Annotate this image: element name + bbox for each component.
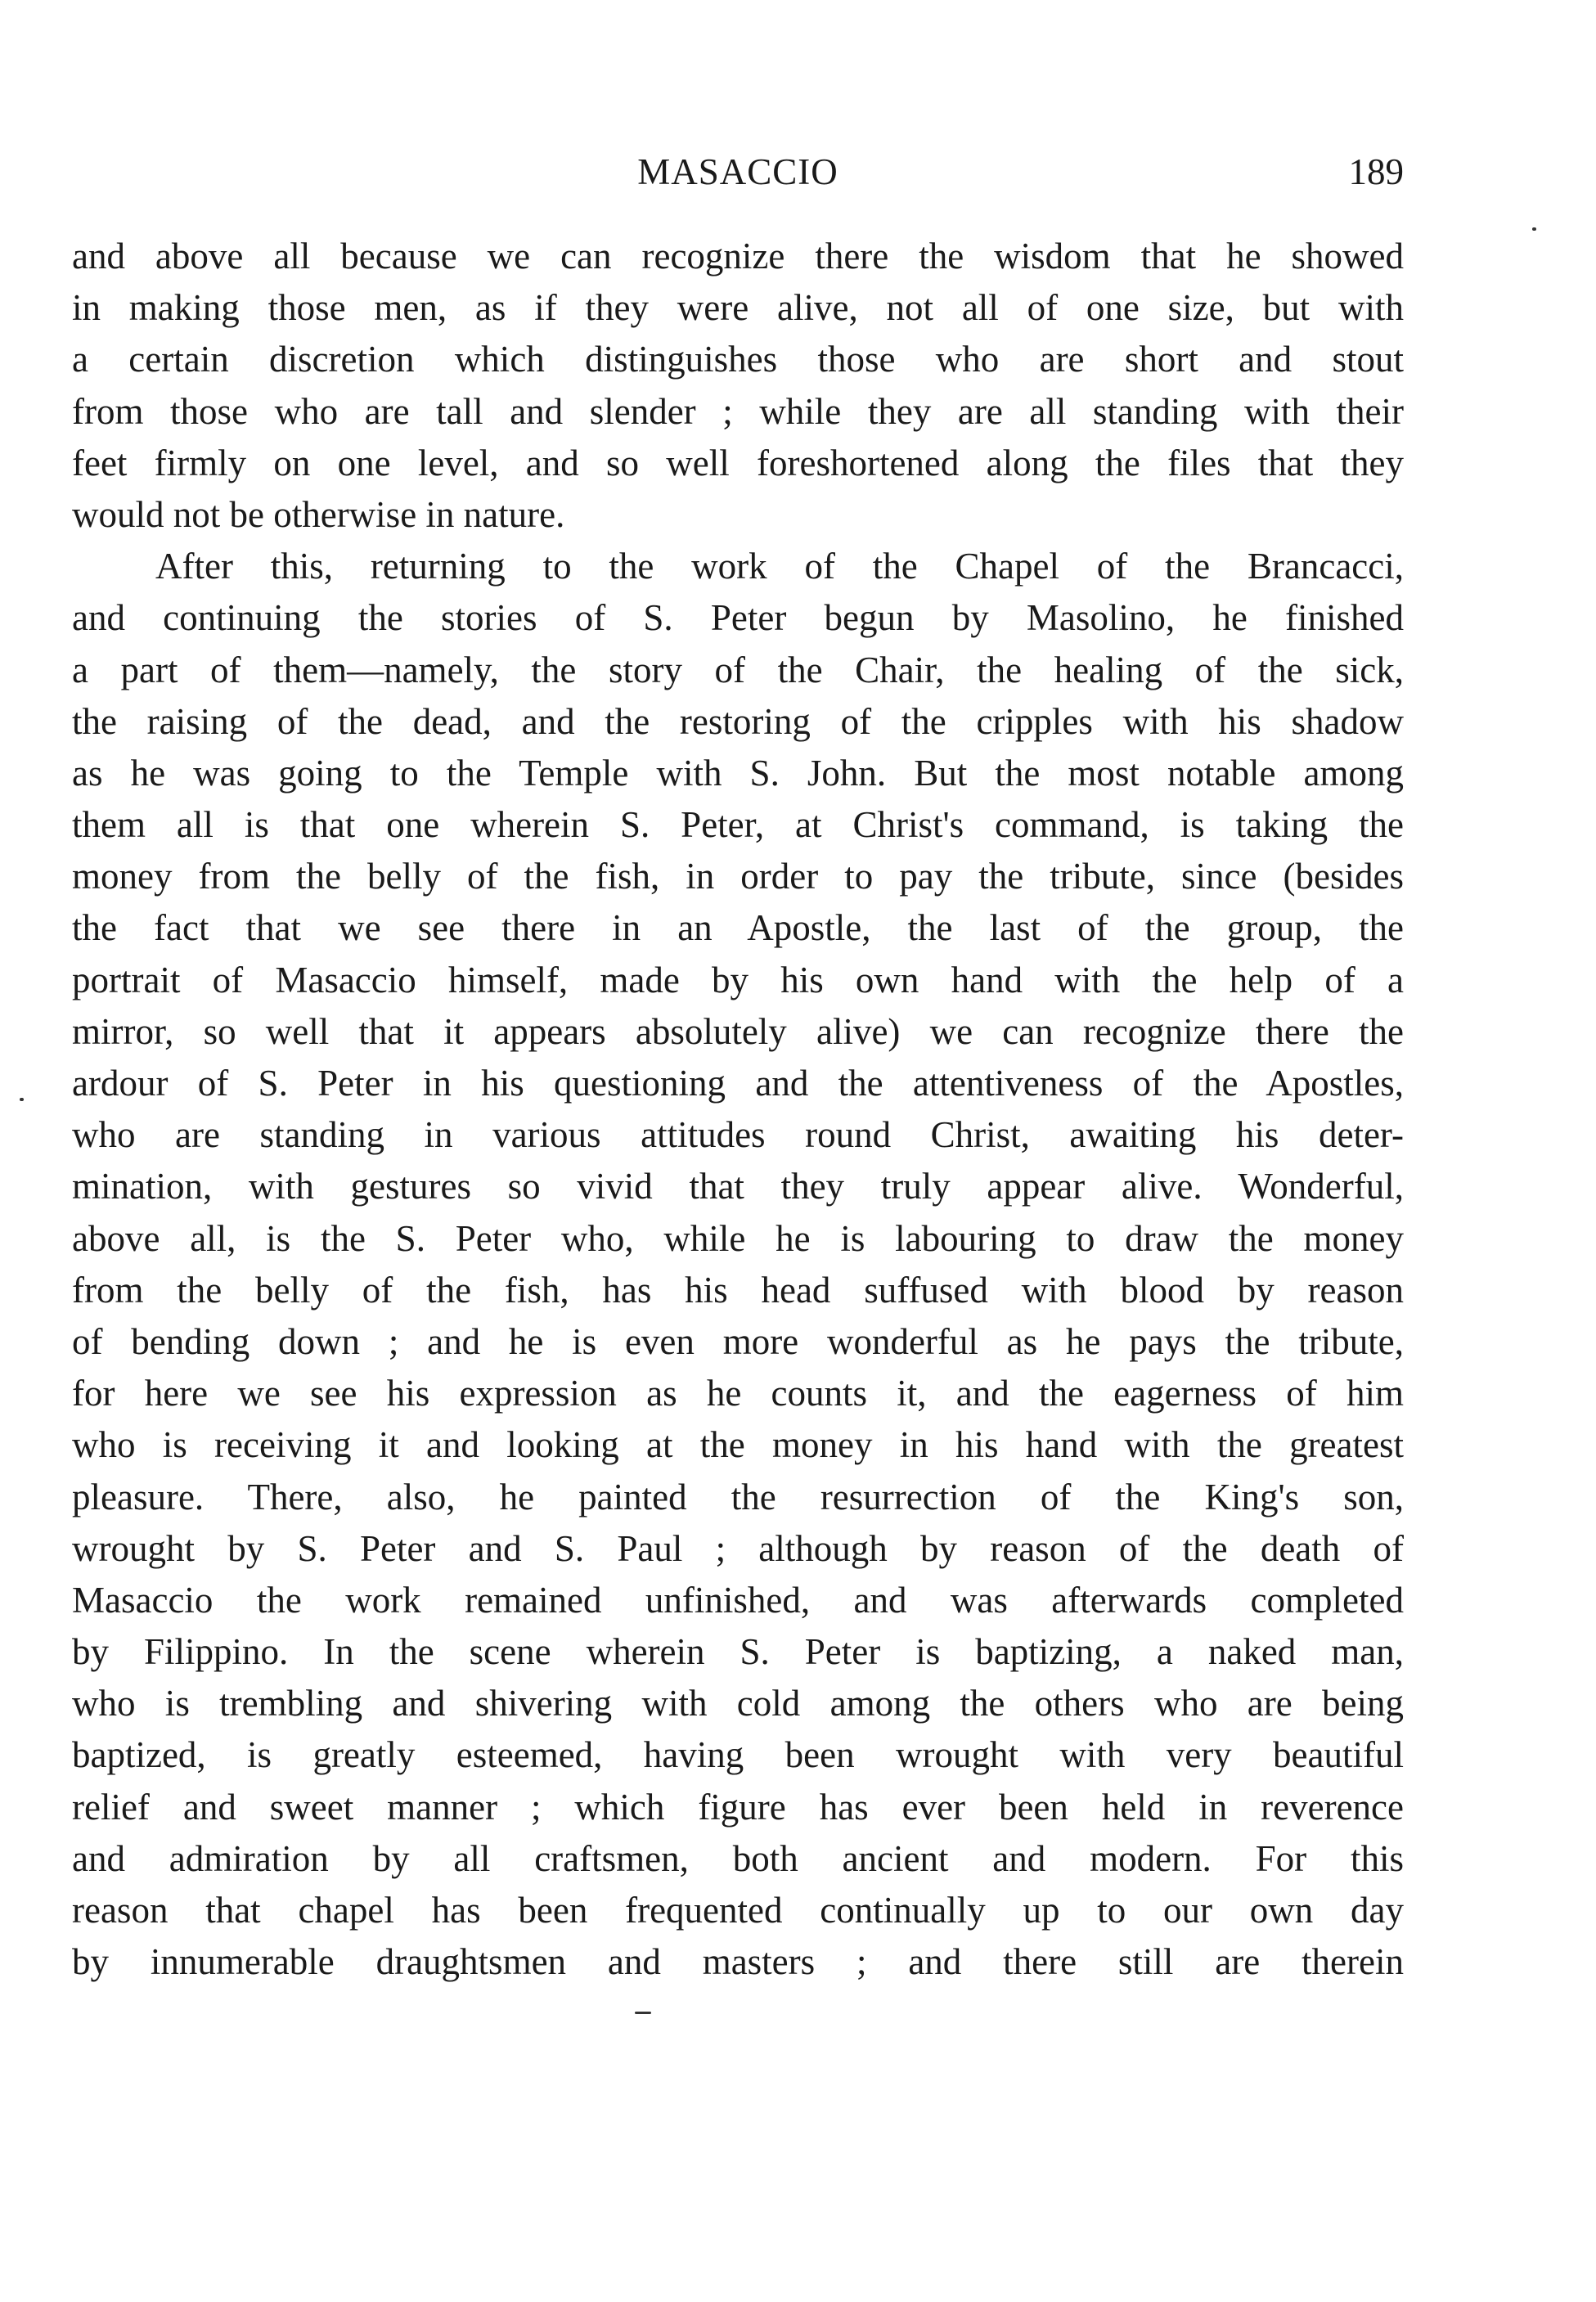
running-title: MASACCIO [637,151,838,192]
text-line: reason that chapel has been frequented continually up to our own day [72,1890,1404,1931]
running-head [72,147,1404,196]
text-line: a certain discretion which distinguishes those who are short and stout [72,339,1404,380]
text-line: portrait of Masaccio himself, made by his own hand with the help of a [72,959,1404,1000]
text-line: and admiration by all craftsmen, both ancient and modern. For this [72,1837,1404,1879]
text-line: of bending down ; and he is even more wonderful as he pays the tribute, [72,1320,1404,1362]
text-line: from the belly of the fish, has his head suffused with blood by reason [72,1269,1404,1311]
text-line: wrought by S. Peter and S. Paul ; although by reason of the death of [72,1527,1404,1569]
text-line: who is receiving it and looking at the money in his hand with the greatest [72,1424,1404,1466]
text-line: Masaccio the work remained unfinished, and was afterwards completed [72,1579,1404,1621]
text-line: baptized, is greatly esteemed, having been wrought with very beautiful [72,1734,1404,1776]
text-line: pleasure. There, also, he painted the resurrection of the King's son, [72,1476,1404,1517]
text-line: and continuing the stories of S. Peter begun by Masolino, he finished [72,597,1404,639]
ink-speck [20,1098,24,1101]
text-line: by innumerable draughtsmen and masters ; and there still are therein [72,1941,1404,1983]
text-line: After this, returning to the work of the Chapel of the Brancacci, [155,546,1404,587]
text-line: as he was going to the Temple with S. John. But the most notable among [72,752,1404,794]
text-line: the fact that we see there in an Apostle, the last of the group, the [72,907,1404,949]
text-line: relief and sweet manner ; which figure has ever been held in reverence [72,1786,1404,1828]
text-line: in making those men, as if they were alive, not all of one size, but with [72,287,1404,329]
text-line: money from the belly of the fish, in order to pay the tribute, since (besides [72,856,1404,897]
text-line: ardour of S. Peter in his questioning and the attentiveness of the Apostles, [72,1063,1404,1104]
text-line: feet firmly on one level, and so well foreshortened along the files that they [72,442,1404,483]
text-line: and above all because we can recognize there the wisdom that he showed [72,236,1404,277]
text-line: from those who are tall and slender ; while they are all standing with their [72,390,1404,432]
ink-speck [635,2012,651,2014]
text-line: mination, with gestures so vivid that they truly appear alive. Wonderful, [72,1166,1404,1207]
ink-speck [1532,227,1536,231]
text-line: would not be otherwise in nature. [72,493,565,535]
text-line: who is trembling and shivering with cold among the others who are being [72,1683,1404,1724]
text-line: them all is that one wherein S. Peter, at Christ's command, is taking the [72,804,1404,846]
text-line: who are standing in various attitudes round Christ, awaiting his deter- [72,1114,1404,1156]
text-line: mirror, so well that it appears absolutely alive) we can recognize there the [72,1010,1404,1052]
body-text [72,231,1404,1988]
page-number: 189 [1348,151,1404,192]
text-line: the raising of the dead, and the restoring of the cripples with his shadow [72,700,1404,742]
text-line: for here we see his expression as he counts it, and the eagerness of him [72,1373,1404,1414]
text-line: by Filippino. In the scene wherein S. Peter is baptizing, a naked man, [72,1631,1404,1673]
text-line: a part of them—namely, the story of the Chair, the healing of the sick, [72,649,1404,690]
text-line: above all, is the S. Peter who, while he is labouring to draw the money [72,1217,1404,1259]
